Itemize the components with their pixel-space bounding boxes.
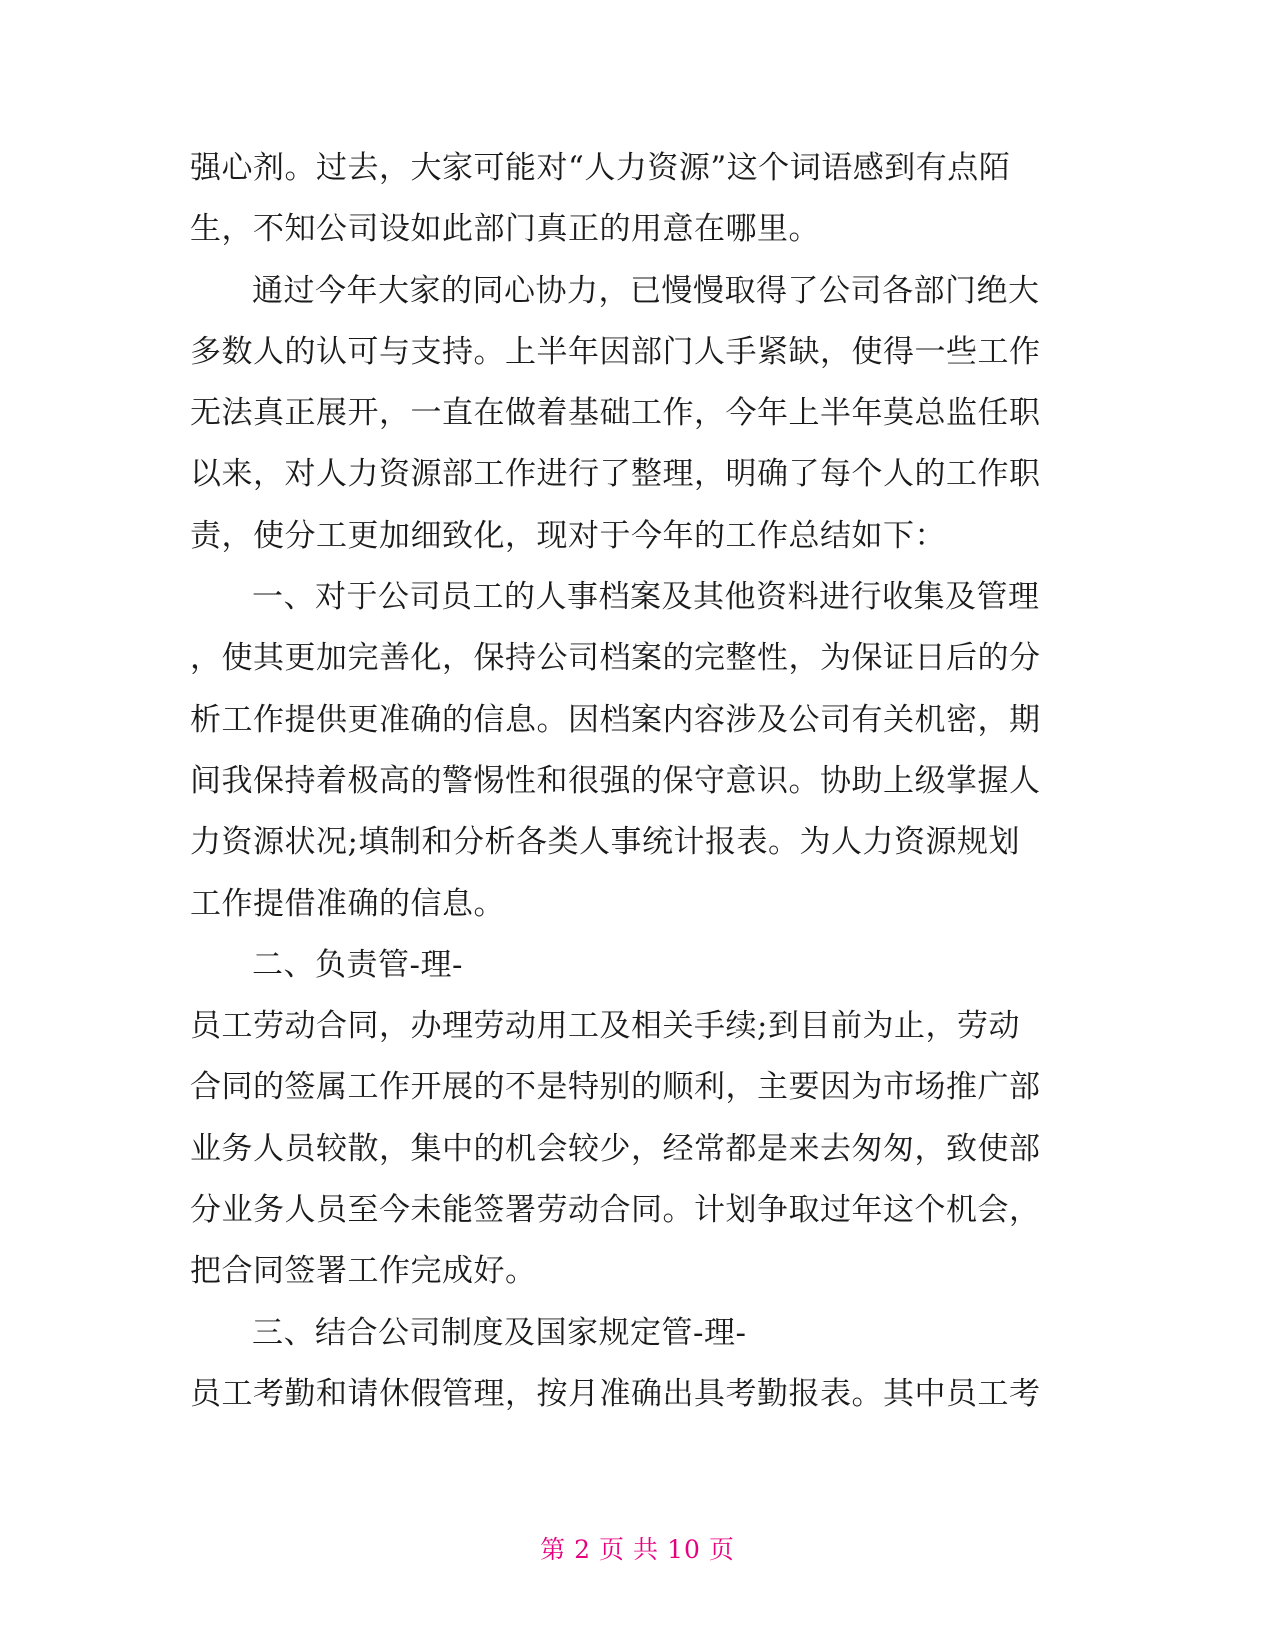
text-line-1: 强心剂。过去，大家可能对“人力资源”这个词语感到有点陌 [190, 150, 1011, 186]
text-line-9: ，使其更加完善化，保持公司档案的完整性，为保证日后的分 [190, 640, 1041, 677]
text-line-21: 员工考勤和请休假管理，按月准确出具考勤报表。其中员工考 [190, 1375, 1041, 1412]
footer-total-pages: 10 [667, 1535, 701, 1564]
footer-suffix: 页 [708, 1535, 735, 1564]
text-line-5: 无法真正展开，一直在做着基础工作，今年上半年莫总监任职 [190, 395, 1041, 432]
text-line-18: 分业务人员至今未能签署劳动合同。计划争取过年这个机会， [190, 1192, 1041, 1229]
text-line-12: 力资源状况;填制和分析各类人事统计报表。为人力资源规划 [190, 824, 1020, 861]
text-line-10: 析工作提供更准确的信息。因档案内容涉及公司有关机密，期 [190, 701, 1041, 738]
text-line-6: 以来，对人力资源部工作进行了整理，明确了每个人的工作职 [190, 456, 1041, 493]
footer-current-page: 2 [574, 1535, 592, 1564]
text-line-4: 多数人的认可与支持。上半年因部门人手紧缺，使得一些工作 [190, 333, 1041, 370]
document-body [190, 138, 1085, 1425]
page-footer [0, 1530, 1275, 1566]
text-line-14: 二、负责管-理- [252, 946, 463, 983]
text-line-3: 通过今年大家的同心协力，已慢慢取得了公司各部门绝大 [252, 272, 1040, 309]
text-line-17: 业务人员较散，集中的机会较少，经常都是来去匆匆，致使部 [190, 1130, 1041, 1167]
footer-prefix: 第 [540, 1535, 567, 1564]
text-line-7: 责，使分工更加细致化，现对于今年的工作总结如下： [190, 517, 946, 554]
text-line-20: 三、结合公司制度及国家规定管-理- [252, 1314, 747, 1351]
text-line-8: 一、对于公司员工的人事档案及其他资料进行收集及管理 [252, 579, 1040, 616]
footer-total-prefix: 共 [633, 1535, 660, 1564]
text-line-15: 员工劳动合同，办理劳动用工及相关手续;到目前为止，劳动 [190, 1008, 1020, 1045]
text-line-13: 工作提借准确的信息。 [190, 885, 505, 922]
text-line-16: 合同的签属工作开展的不是特别的顺利，主要因为市场推广部 [190, 1069, 1041, 1106]
text-line-11: 间我保持着极高的警惕性和很强的保守意识。协助上级掌握人 [190, 762, 1041, 799]
text-line-2: 生，不知公司设如此部门真正的用意在哪里。 [190, 211, 820, 248]
footer-page-word: 页 [599, 1535, 626, 1564]
text-line-19: 把合同签署工作完成好。 [190, 1253, 537, 1290]
